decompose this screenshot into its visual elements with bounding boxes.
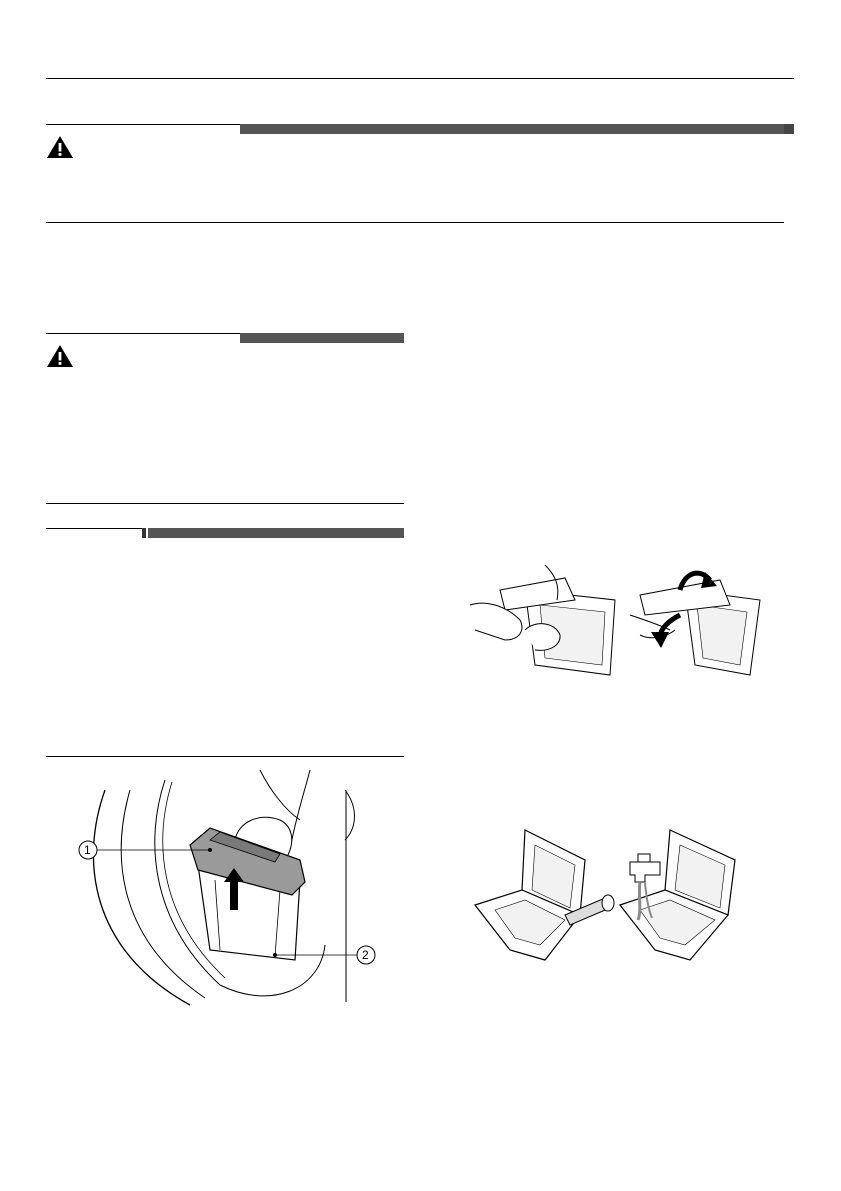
warning-box-2-bottom-rule (46, 503, 404, 504)
filter-opening-illustration (465, 560, 775, 680)
filter-washing-illustration (470, 820, 760, 975)
warning-box-1-bottom-rule (46, 222, 784, 223)
warning-box-2-header-bar (240, 333, 404, 343)
warning-box-2-top-line (46, 333, 240, 334)
note-box-top-line (46, 528, 142, 529)
warning-box-1-header-bar (240, 124, 794, 134)
warning-triangle-icon (46, 344, 74, 368)
callout-1: 1 (84, 843, 91, 857)
note-box-bottom-rule (46, 756, 404, 757)
note-box-header-bar-main (148, 528, 404, 538)
note-box-header-bar (142, 528, 146, 538)
warning-box-1-header-bar-tip (784, 124, 794, 134)
dryer-filter-removal-illustration (70, 770, 390, 1010)
callout-2: 2 (362, 948, 369, 962)
warning-box-1-top-line (46, 124, 240, 125)
header-rule (46, 78, 794, 79)
warning-triangle-icon (46, 135, 74, 159)
